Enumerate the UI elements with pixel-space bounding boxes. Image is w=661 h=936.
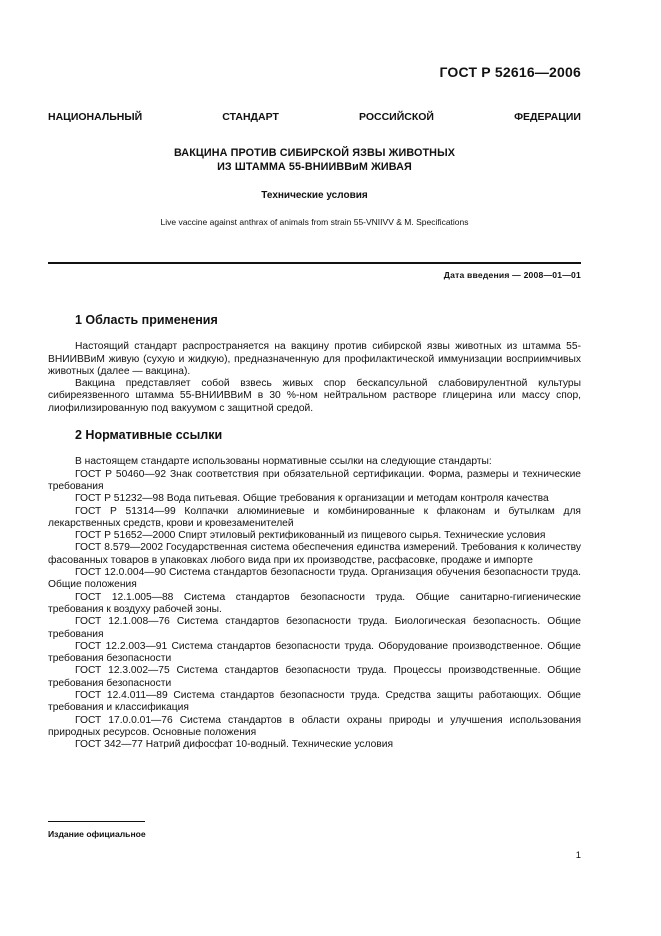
title-block bbox=[48, 146, 581, 228]
standard-word: СТАНДАРТ bbox=[222, 111, 279, 123]
divider bbox=[48, 262, 581, 264]
page-number: 1 bbox=[575, 850, 581, 861]
reference-item: ГОСТ 342—77 Натрий дифосфат 10-водный. Технические условия bbox=[75, 739, 394, 751]
document-title-line-2: ИЗ ШТАММА 55-ВНИИВВиМ ЖИВАЯ bbox=[217, 161, 412, 173]
footer-divider bbox=[48, 821, 145, 822]
reference-item: ГОСТ Р 51314—99 Колпачки алюминиевые и комбинированные к флаконам и бутылкам для лекарственных средств, крови и кровезаменителей bbox=[48, 505, 581, 529]
normative-references-list bbox=[48, 469, 581, 752]
reference-item: ГОСТ Р 51652—2000 Спирт этиловый ректификованный из пищевого сырья. Технические условия bbox=[75, 530, 546, 542]
introduction-date: Дата введения — 2008—01—01 bbox=[443, 270, 581, 280]
standard-word: НАЦИОНАЛЬНЫЙ bbox=[48, 111, 143, 123]
english-title: Live vaccine against anthrax of animals from strain 55-VNIIVV & M. Specifications bbox=[160, 217, 469, 227]
section-1-heading: 1 Область применения bbox=[75, 313, 218, 327]
reference-item: ГОСТ 12.1.008—76 Система стандартов безопасности труда. Биологическая безопасность. Общие требования bbox=[48, 616, 581, 640]
reference-item: ГОСТ 12.2.003—91 Система стандартов безопасности труда. Оборудование производственное. Общие требования безопасности bbox=[48, 640, 581, 665]
section-2-heading: 2 Нормативные ссылки bbox=[75, 428, 223, 443]
reference-item: ГОСТ 12.0.004—90 Система стандартов безопасности труда. Организация обучения безопасности труда. Общие положения bbox=[48, 567, 581, 591]
references-intro: В настоящем стандарте использованы нормативные ссылки на следующие стандарты: bbox=[75, 456, 492, 468]
reference-item: ГОСТ 12.4.011—89 Система стандартов безопасности труда. Средства защиты работающих. Общие требования и классификация bbox=[48, 690, 581, 714]
document-title-line-1: ВАКЦИНА ПРОТИВ СИБИРСКОЙ ЯЗВЫ ЖИВОТНЫХ bbox=[173, 147, 456, 159]
document-subtitle: Технические условия bbox=[261, 190, 368, 201]
standard-word: ФЕДЕРАЦИИ bbox=[514, 111, 581, 123]
reference-item: ГОСТ 8.579—2002 Государственная система обеспечения единства измерений. Требования к количеству фасованных товаров в упаковках любого вида при их производстве, расфасовке, продаже и импорте bbox=[48, 542, 581, 566]
reference-item: ГОСТ 12.3.002—75 Система стандартов безопасности труда. Процессы производственные. Общие требования безопасности bbox=[48, 665, 581, 689]
document-number: ГОСТ Р 52616—2006 bbox=[439, 64, 581, 80]
official-edition-label: Издание официальное bbox=[48, 829, 146, 839]
reference-item: ГОСТ 12.1.005—88 Система стандартов безопасности труда. Общие санитарно-гигиенические требования к воздуху рабочей зоны. bbox=[48, 591, 581, 615]
standard-word: РОССИЙСКОЙ bbox=[358, 111, 434, 123]
reference-item: ГОСТ Р 50460—92 Знак соответствия при обязательной сертификации. Форма, размеры и технические требования bbox=[48, 468, 581, 492]
document-content bbox=[48, 314, 581, 752]
reference-item: ГОСТ 17.0.0.01—76 Система стандартов в области охраны природы и улучшения использования природных ресурсов. Основные положения bbox=[48, 714, 581, 738]
scope-paragraph: Настоящий стандарт распространяется на вакцину против сибирской язвы животных из штамма 55-ВНИИВВиМ живую (сухую и жидкую), предназначенную для профилактической иммунизации восприимчивых животных (далее — вакцина). bbox=[48, 341, 581, 377]
reference-item: ГОСТ Р 51232—98 Вода питьевая. Общие требования к организации и методам контроля качества bbox=[75, 493, 549, 505]
national-standard-line bbox=[48, 111, 581, 125]
scope-paragraph: Вакцина представляет собой взвесь живых спор бескапсульной слабовирулентной культуры сибиреязвенного штамма 55-ВНИИВВиМ в 30 %-ном нейтральном растворе глицерина или массу спор, лиофилизированную под вакуумом с защитной средой. bbox=[48, 378, 581, 414]
